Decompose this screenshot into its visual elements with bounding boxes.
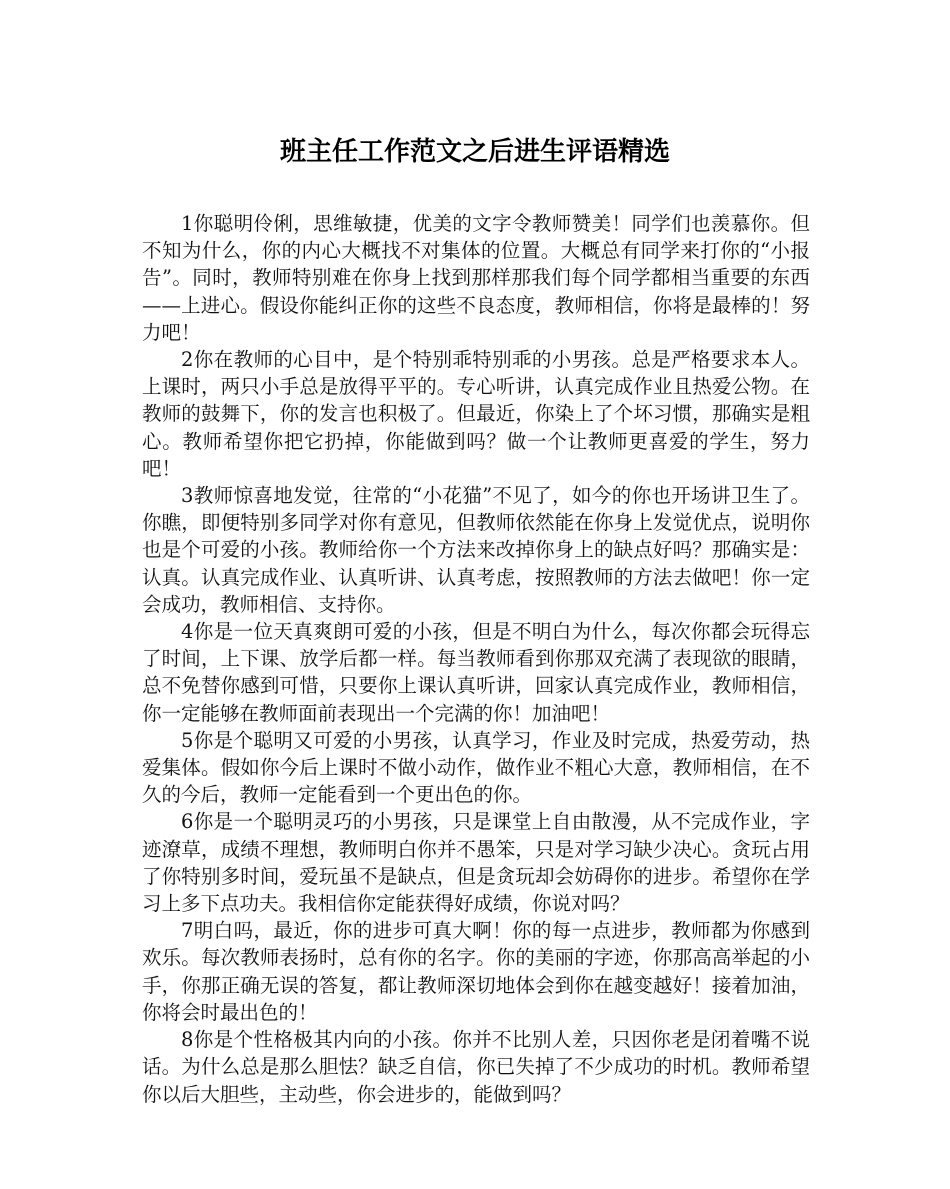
paragraph-4: 4你是一位天真爽朗可爱的小孩，但是不明白为什么，每次你都会玩得忘了时间，上下课、放学后都一样。每当教师看到你那双充满了表现欲的眼睛，总不免替你感到可惜，只要你上课认真听讲，回家认真完成作业，教师相信，你一定能够在教师面前表现出一个完满的你！加油吧！ xyxy=(142,620,810,725)
document-body xyxy=(142,210,810,1108)
paragraph-2: 2你在教师的心目中，是个特别乖特别乖的小男孩。总是严格要求本人。上课时，两只小手总是放得平平的。专心听讲，认真完成作业且热爱公物。在教师的鼓舞下，你的发言也积极了。但最近，你染上了个坏习惯，那确实是粗心。教师希望你把它扔掉，你能做到吗？做一个让教师更喜爱的学生，努力吧！ xyxy=(142,348,810,480)
paragraph-3: 3教师惊喜地发觉，往常的“小花猫”不见了，如今的你也开场讲卫生了。你瞧，即便特别多同学对你有意见，但教师依然能在你身上发觉优点，说明你也是个可爱的小孩。教师给你一个方法来改掉你身上的缺点好吗？那确实是：认真。认真完成作业、认真听讲、认真考虑，按照教师的方法去做吧！你一定会成功，教师相信、支持你。 xyxy=(142,484,810,616)
paragraph-1: 1你聪明伶俐，思维敏捷，优美的文字令教师赞美！同学们也羡慕你。但不知为什么，你的内心大概找不对集体的位置。大概总有同学来打你的“小报告”。同时，教师特别难在你身上找到那样那我们每个同学都相当重要的东西——上进心。假设你能纠正你的这些不良态度，教师相信，你将是最棒的！努力吧！ xyxy=(142,212,810,344)
paragraph-6: 6你是一个聪明灵巧的小男孩，只是课堂上自由散漫，从不完成作业，字迹潦草，成绩不理想，教师明白你并不愚笨，只是对学习缺少决心。贪玩占用了你特别多时间，爱玩虽不是缺点，但是贪玩却会妨碍你的进步。希望你在学习上多下点功夫。我相信你定能获得好成绩，你说对吗？ xyxy=(142,810,810,916)
paragraph-7: 7明白吗，最近，你的进步可真大啊！你的每一点进步，教师都为你感到欢乐。每次教师表扬时，总有你的名字。你的美丽的字迹，你那高高举起的小手，你那正确无误的答复，都让教师深切地体会到你在越变越好！接着加油，你将会时最出色的！ xyxy=(142,919,810,1024)
paragraph-8: 8你是个性格极其内向的小孩。你并不比别人差，只因你老是闭着嘴不说话。为什么总是那么胆怯？缺乏自信，你已失掉了不少成功的时机。教师希望你以后大胆些，主动些，你会进步的，能做到吗？ xyxy=(142,1028,810,1106)
paragraph-5: 5你是个聪明又可爱的小男孩，认真学习，作业及时完成，热爱劳动，热爱集体。假如你今后上课时不做小动作，做作业不粗心大意，教师相信，在不久的今后，教师一定能看到一个更出色的你。 xyxy=(142,728,810,807)
document-title: 班主任工作范文之后进生评语精选 xyxy=(279,137,670,167)
